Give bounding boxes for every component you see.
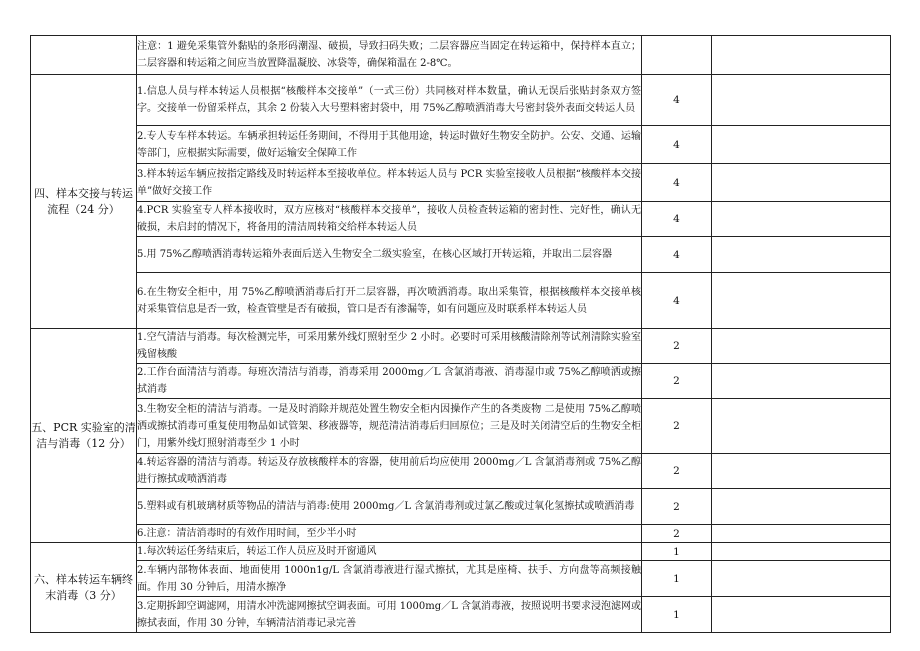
table-row: [31, 489, 891, 525]
item-content: 6.注意：清洁消毒时的有效作用时间，至少半小时: [137, 525, 642, 543]
item-content: 5.用 75%乙醇喷洒消毒转运箱外表面后送入生物安全二级实验室，在核心区域打开转运箱，并取出二层容器: [137, 237, 642, 273]
deduction-cell: [712, 399, 891, 454]
item-content: 注意：1 避免采集管外黏贴的条形码潮湿、破损，导致扫码失败；二层容器应当固定在转运箱中，保持样本直立；二层容器和转运箱之间应当放置降温凝胶、冰袋等，确保箱温在 2-8℃。: [137, 36, 642, 75]
deduction-cell: [712, 525, 891, 543]
item-content: 1.信息人员与样本转运人员根据“核酸样本交接单”（一式三份）共同核对样本数量，确认无误后张贴封条双方签字。交接单一份留采样点，其余 2 份装入大号塑料密封袋中，用 75%乙醇喷洒消毒大号密封袋外表面交转运人员: [137, 75, 642, 126]
item-content: 5.塑料或有机玻璃材质等物品的清洁与消毒:使用 2000mg／L 含氯消毒剂或过氯乙酸或过氧化氢擦拭或喷洒消毒: [137, 489, 642, 525]
table-row: [31, 273, 891, 329]
item-content: 4.PCR 实验室专人样本接收时，双方应核对“核酸样本交接单”，接收人员检查转运箱的密封性、完好性，确认无破损，未启封的情况下，将备用的清洁周转箱交给样本转运人员: [137, 202, 642, 237]
item-score: 2: [642, 364, 712, 399]
deduction-cell: [712, 543, 891, 561]
table-row: [31, 329, 891, 364]
deduction-cell: [712, 273, 891, 329]
item-score: [642, 36, 712, 75]
section-cell: [31, 36, 137, 75]
table-row: [31, 561, 891, 597]
item-content: 2.专人专车样本转运。车辆承担转运任务期间，不得用于其他用途，转运时做好生物安全防护。公安、交通、运输等部门，应根据实际需要，做好运输安全保障工作: [137, 126, 642, 164]
deduction-cell: [712, 75, 891, 126]
item-score: 2: [642, 525, 712, 543]
table-row: [31, 126, 891, 164]
deduction-cell: [712, 164, 891, 202]
deduction-cell: [712, 364, 891, 399]
deduction-cell: [712, 489, 891, 525]
item-content: 3.定期拆卸空调滤网，用清水冲洗滤网擦拭空调表面。可用 1000mg／L 含氯消毒液，按照说明书要求浸泡滤网或擦拭表面，作用 30 分钟，车辆清洁消毒记录完善: [137, 597, 642, 633]
deduction-cell: [712, 597, 891, 633]
item-score: 2: [642, 399, 712, 454]
item-content: 3.生物安全柜的清洁与消毒。一是及时消除并规范处置生物安全柜内因操作产生的各类废物 二是使用 75%乙醇喷洒或擦拭消毒可重复使用物品如试管架、移液器等，规范清洁消毒后归回原位；三是及时关闭清空后的生物安全柜门，用紫外线灯照射消毒至少 1 小时: [137, 399, 642, 454]
table-row: [31, 399, 891, 454]
item-score: 4: [642, 126, 712, 164]
table-row: [31, 525, 891, 543]
scoring-table: [30, 35, 891, 633]
section-title: 四、样本交接与转运流程（24 分）: [31, 75, 137, 329]
item-score: 2: [642, 454, 712, 489]
item-score: 4: [642, 273, 712, 329]
item-content: 2.车辆内部物体表面、地面使用 1000n1g/L 含氯消毒液进行湿式擦拭，尤其是座椅、扶手、方向盘等高频接触面。作用 30 分钟后，用清水擦净: [137, 561, 642, 597]
table-row: [31, 202, 891, 237]
table-row: [31, 164, 891, 202]
item-score: 1: [642, 597, 712, 633]
table-row: [31, 454, 891, 489]
table-row: [31, 597, 891, 633]
deduction-cell: [712, 36, 891, 75]
item-score: 4: [642, 237, 712, 273]
deduction-cell: [712, 454, 891, 489]
item-score: 1: [642, 561, 712, 597]
item-score: 4: [642, 202, 712, 237]
table-row: [31, 364, 891, 399]
item-score: 2: [642, 489, 712, 525]
item-score: 4: [642, 164, 712, 202]
deduction-cell: [712, 329, 891, 364]
section-title: 五、PCR 实验室的清洁与消毒（12 分）: [31, 329, 137, 543]
item-content: 2.工作台面清洁与消毒。每班次清洁与消毒，消毒采用 2000mg／L 含氯消毒液、消毒湿巾或 75%乙醇喷洒或擦拭消毒: [137, 364, 642, 399]
deduction-cell: [712, 202, 891, 237]
item-score: 2: [642, 329, 712, 364]
table-row: [31, 237, 891, 273]
item-content: 6.在生物安全柜中，用 75%乙醇喷洒消毒后打开二层容器，再次喷洒消毒。取出采集管，根据核酸样本交接单核对采集管信息是否一致，检查管壁是否有破损，管口是否有渗漏等，如有问题应及时联系样本转运人员: [137, 273, 642, 329]
deduction-cell: [712, 237, 891, 273]
section-title: 六、样本转运车辆终末消毒（3 分）: [31, 543, 137, 633]
deduction-cell: [712, 561, 891, 597]
item-score: 1: [642, 543, 712, 561]
table-row: [31, 75, 891, 126]
deduction-cell: [712, 126, 891, 164]
item-content: 1.空气清洁与消毒。每次检测完毕，可采用紫外线灯照射至少 2 小时。必要时可采用核酸清除剂等试剂清除实验室残留核酸: [137, 329, 642, 364]
item-content: 3.样本转运车辆应按指定路线及时转运样本至接收单位。样本转运人员与 PCR 实验室接收人员根据“核酸样本交接单”做好交接工作: [137, 164, 642, 202]
item-content: 4.转运容器的清洁与消毒。转运及存放核酸样本的容器，使用前后均应使用 2000mg／L 含氯消毒剂或 75%乙醇进行擦拭或喷洒消毒: [137, 454, 642, 489]
item-score: 4: [642, 75, 712, 126]
table-row: [31, 543, 891, 561]
table-row: [31, 36, 891, 75]
item-content: 1.每次转运任务结束后，转运工作人员应及时开窗通风: [137, 543, 642, 561]
